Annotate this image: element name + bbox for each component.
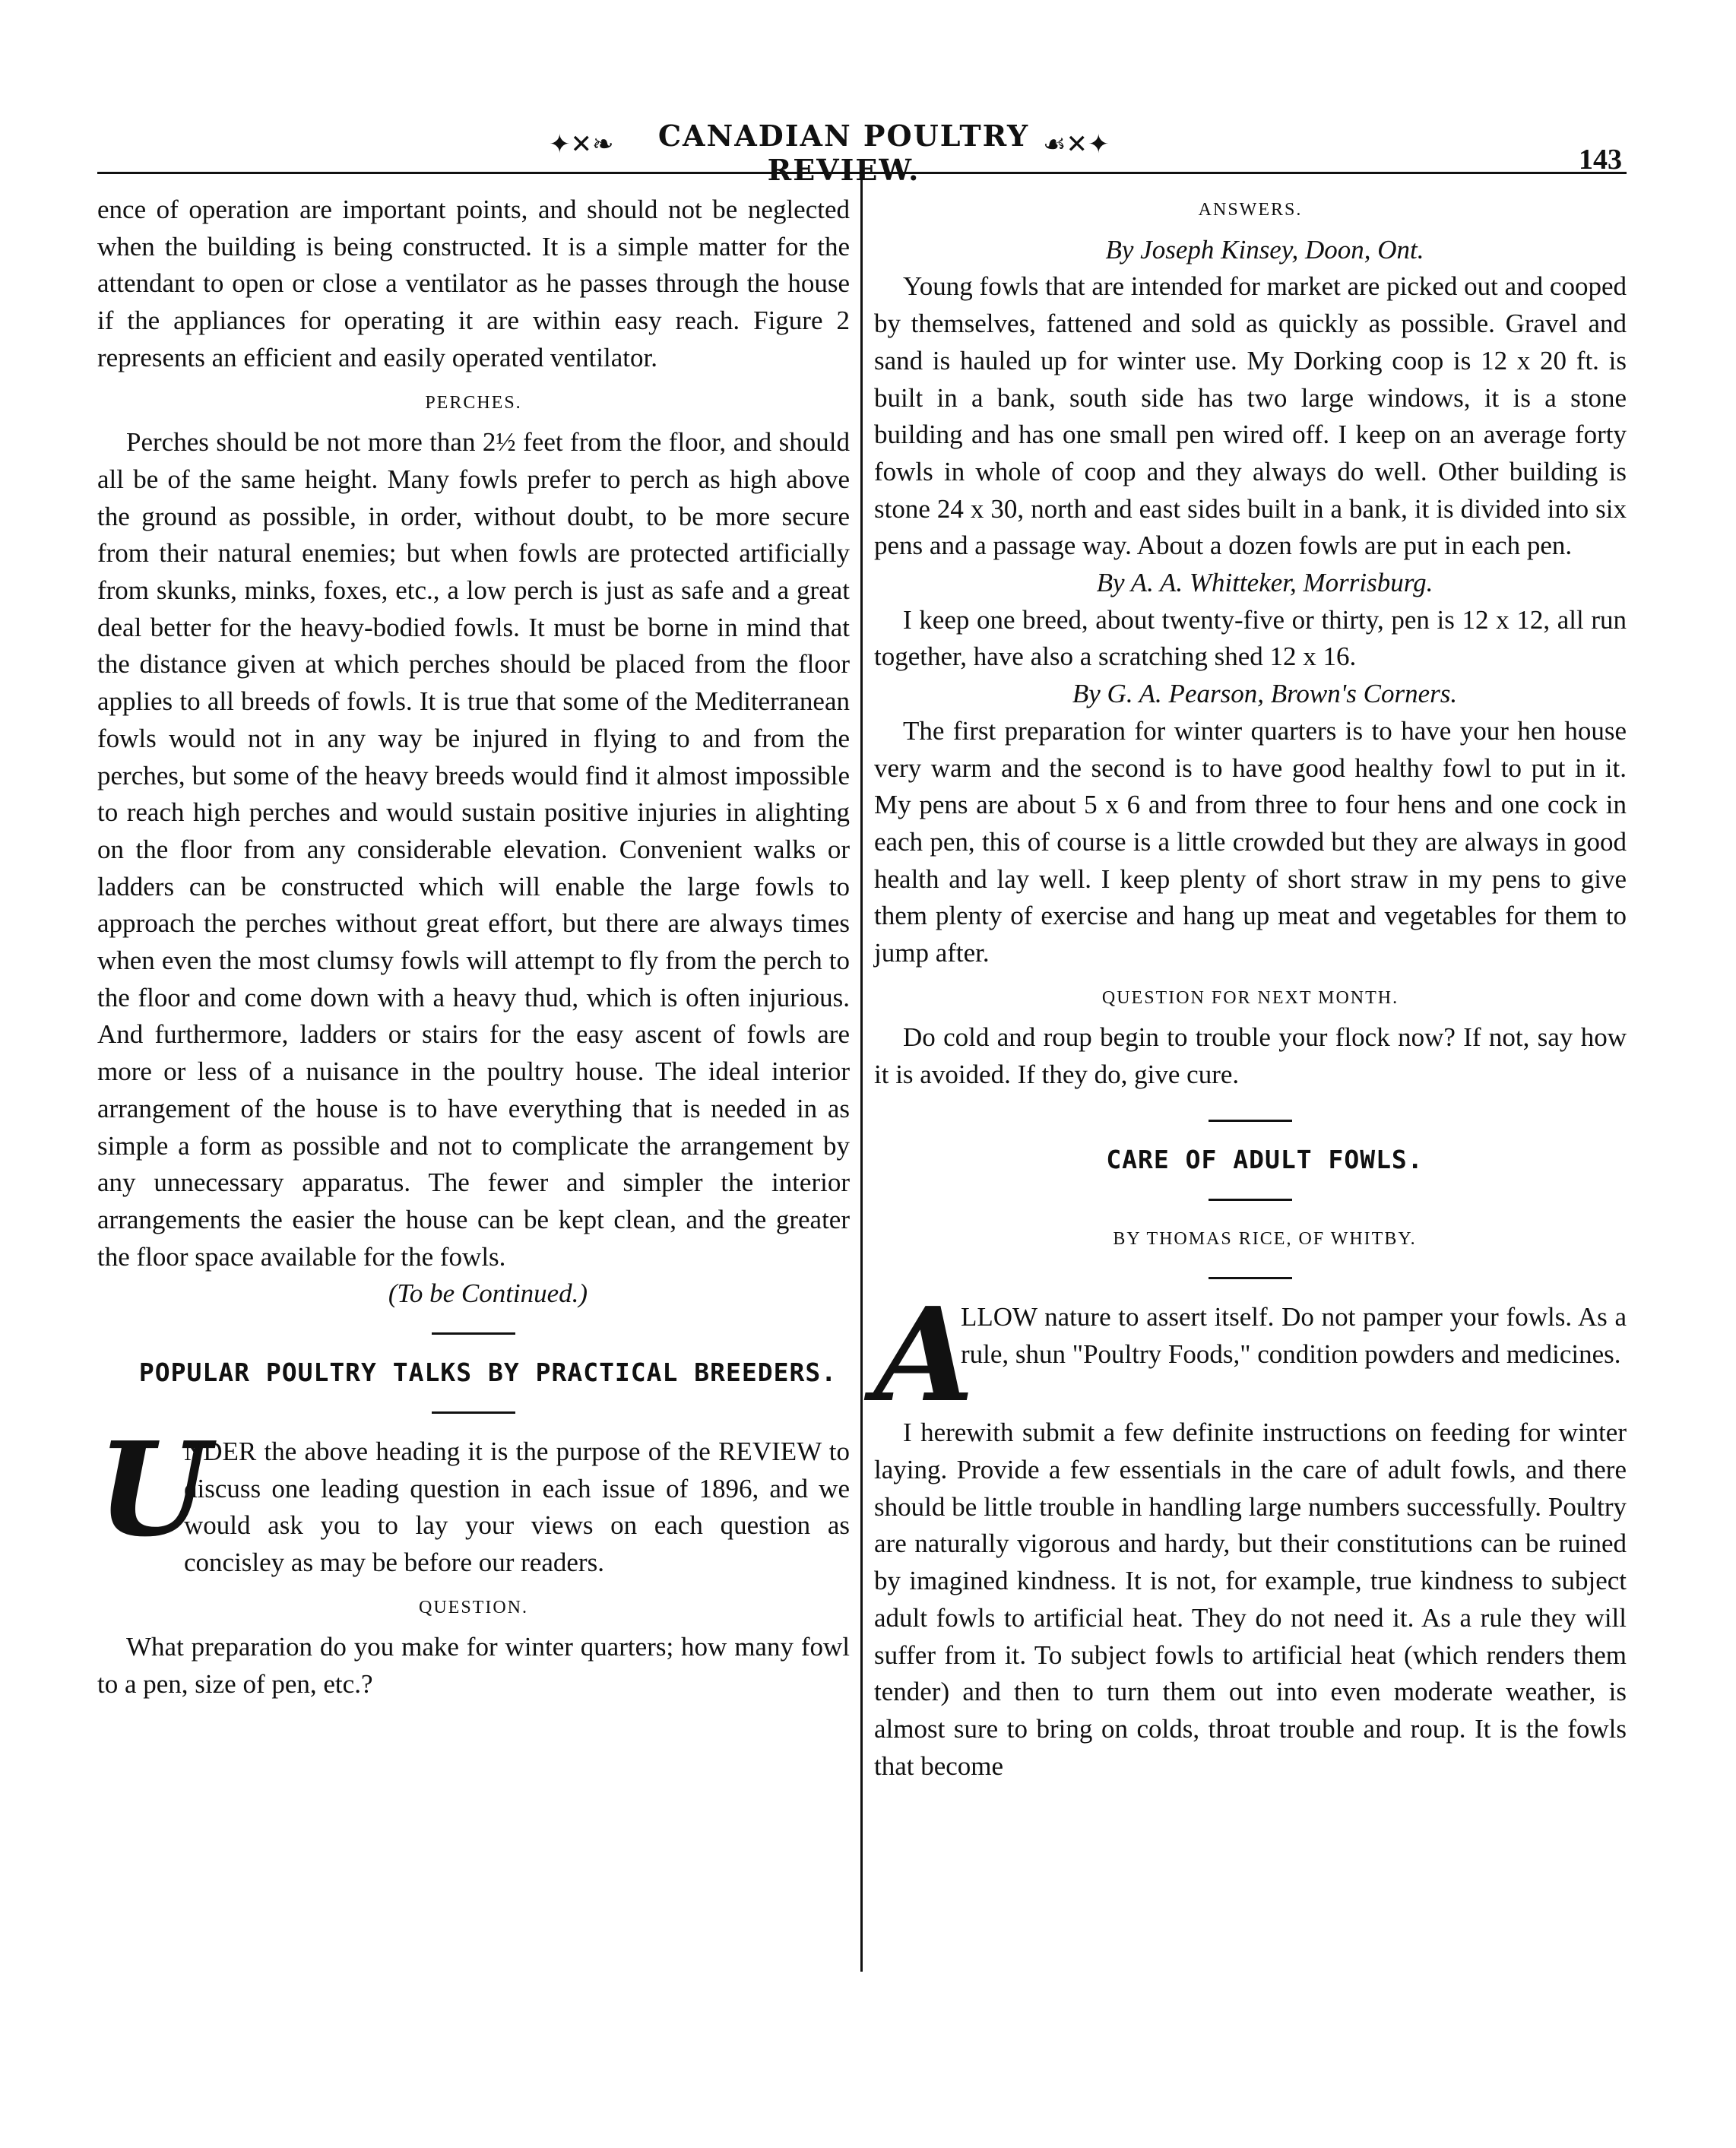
masthead-title: CANADIAN POULTRY REVIEW. [657,119,1030,187]
right-column [874,192,1627,1785]
section-heading-answers: ANSWERS. [1198,200,1303,220]
section-heading-perches: PERCHES. [425,392,522,413]
header-rule [97,172,1627,174]
masthead [0,112,1736,187]
byline-whitteker: By A. A. Whitteker, Morrisburg. [1096,568,1433,598]
separator-rule [1209,1120,1292,1122]
paragraph-question: What preparation do you make for winter quarters; how many fowl to a pen, size of pen, etc.? [97,1632,850,1700]
paragraph-intro: NDER the above heading it is the purpose of the REVIEW to discuss one leading question in each issue of 1896, and we would ask you to lay your views on each question as concisley as may be before our readers. [184,1436,850,1577]
separator-rule [1209,1199,1292,1201]
paragraph-next-question: Do cold and roup begin to trouble your flock now? If not, say how it is avoided. If they do, give cure. [874,1022,1627,1090]
answer-kinsey: Young fowls that are intended for market are picked out and cooped by themselves, fattened and sold as quickly as possible. Gravel and sand is hauled up for winter use. My Dorking coop is 12 x 20 ft. is built in a bank, south side has two large windows, it is a stone building and has one small pen wired off. I keep on an average forty fowls in whole of coop and they always do well. Other building is stone 24 x 30, north and east sides built in a bank, it is divided into six pens and a passage way. About a dozen fowls are put in each pen. [874,271,1627,561]
answer-pearson: The first preparation for winter quarters is to have your hen house very warm and the second is to have good healthy fowl to put in it. My pens are about 5 x 6 and from three to four hens and one cock in each pen, this of course is a little crowded but they are always in good health and lay well. I keep plenty of short straw in my pens to give them plenty of exercise and hang up meat and vegetables for them to jump after. [874,715,1627,968]
section-heading-question: QUESTION. [419,1597,528,1617]
separator-rule [1209,1277,1292,1279]
care-intro-block [874,1279,1627,1432]
article-title-care-of-adult-fowls: CARE OF ADULT FOWLS. [1106,1144,1424,1174]
section-heading-next-month: QUESTION FOR NEXT MONTH. [1101,987,1399,1008]
paragraph-care-body: I herewith submit a few definite instructions on feeding for winter laying. Provide a few essentials in the care of adult fowls, and there should be little trouble in handling large numbers successfully. Poultry are naturally vigorous and hardy, but their constitutions can be ruined by imagined kindness. It is not, for example, true kindness to subject adult fowls to artificial heat. They do not need it. As a rule they will suffer from it. To subject fowls to artificial heat (which renders them tender) and then to turn them out into even moderate weather, is almost sure to bring on colds, throat trouble and roup. It is the fowls that become [874,1418,1627,1781]
article-author: BY THOMAS RICE, OF WHITBY. [1113,1228,1417,1249]
paragraph-care-intro: LLOW nature to assert itself. Do not pamper your fowls. As a rule, shun "Poultry Foods," condition powders and medicines. [961,1302,1627,1369]
page-number: 143 [1579,144,1622,176]
byline-pearson: By G. A. Pearson, Brown's Corners. [1072,679,1458,709]
paragraph-ventilation: ence of operation are important points, and should not be neglected when the building is being constructed. It is a simple matter for the attendant to open or close a ventilator as he passes through the house if the appliances for operating it are within easy reach. Figure 2 represents an efficient and easily operated ventilator. [97,195,850,372]
drop-cap-u: U [97,1413,211,1566]
column-divider [860,178,863,1972]
left-column [97,192,850,1703]
ornament-left-icon: ✦✕❧ [549,129,614,160]
paragraph-perches: Perches should be not more than 2½ feet from the floor, and should all be of the same height. Many fowls prefer to perch as high above the ground as possible, in order, without doubt, to be more secure from their natural enemies; but when fowls are protected artificially from skunks, minks, foxes, etc., a low perch is just as safe and a great deal better for the heavy-bodied fowls. It must be borne in mind that the distance given at which perches should be placed from the floor applies to all breeds of fowls. It is true that some of the Mediterranean fowls would not in any way be injured in flying to and from the perches, but some of the heavy breeds would find it almost impossible to reach high perches and would sustain positive injuries in alighting on the floor from any considerable elevation. Convenient walks or ladders can be constructed which will enable the large fowls to approach the perches without great effort, but there are always times when even the most clumsy fowls will attempt to fly from the perch to the floor and come down with a heavy thud, which is often injurious. And furthermore, ladders or stairs for the easy ascent of fowls are more or less of a nuisance in the poultry house. The ideal interior arrangement of the house is to have everything that is needed in as simple a form as possible and not to complicate the arrangement by any unnecessary apparatus. The fewer and simpler the interior arrangements the easier the house can be kept clean, and the greater the floor space available for the fowls. [97,427,850,1272]
byline-kinsey: By Joseph Kinsey, Doon, Ont. [1105,234,1424,265]
to-be-continued: (To be Continued.) [388,1278,588,1309]
answer-whitteker: I keep one breed, about twenty-five or thirty, pen is 12 x 12, all run together, have also a scratching shed 12 x 16. [874,604,1627,672]
drop-cap-a: A [874,1279,974,1432]
separator-rule [432,1411,515,1414]
article-title-popular-poultry-talks: POPULAR POULTRY TALKS BY PRACTICAL BREEDERS. [138,1358,838,1388]
ornament-right-icon: ☙✕✦ [1043,129,1110,160]
intro-block [97,1413,850,1582]
separator-rule [432,1332,515,1335]
